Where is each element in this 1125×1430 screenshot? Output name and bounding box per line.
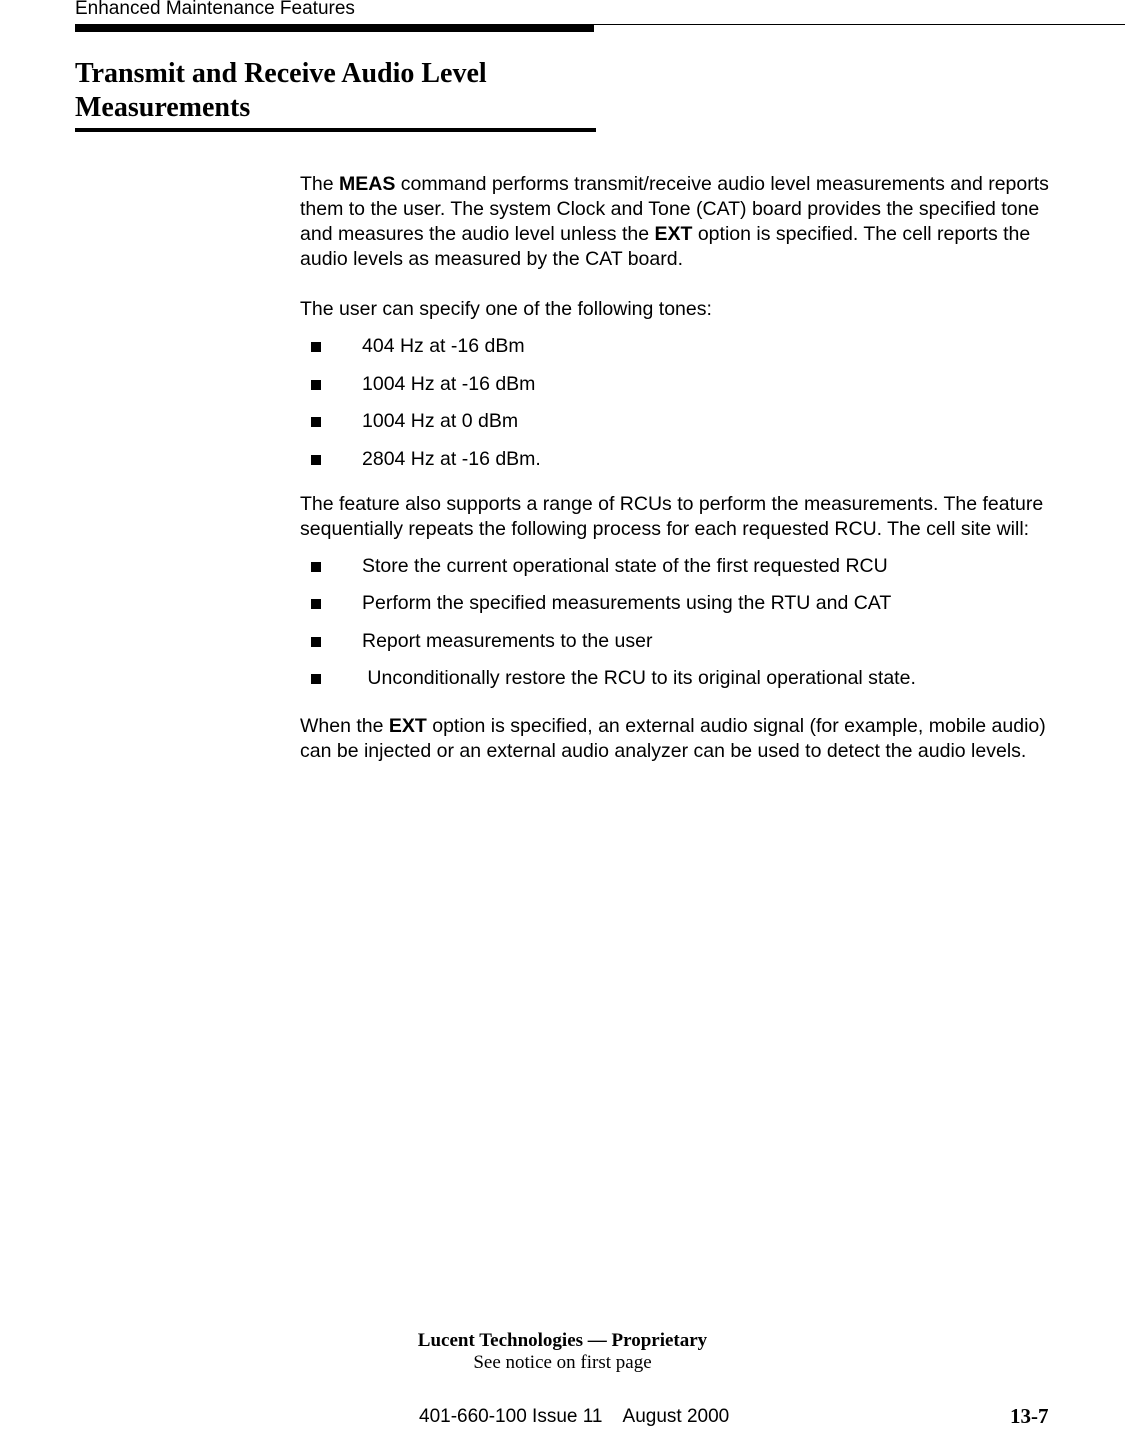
list-item-text: 2804 Hz at -16 dBm.: [362, 447, 541, 470]
list-item: [300, 447, 1060, 472]
bullet-square-icon: [311, 637, 321, 647]
list-item-text: Store the current operational state of the first requested RCU: [362, 554, 888, 577]
bullet-square-icon: [311, 417, 321, 427]
process-steps-list: [300, 554, 1060, 692]
bullet-square-icon: [311, 674, 321, 684]
list-item-text: 1004 Hz at -16 dBm: [362, 372, 536, 395]
footer-company: Lucent Technologies — Proprietary: [417, 1330, 708, 1351]
intro-text-end: option is specified. The cell reports the audio levels as measured by the CAT board.: [300, 223, 1031, 270]
bullet-square-icon: [311, 562, 321, 572]
ext-option: EXT: [654, 223, 693, 245]
bullet-square-icon: [311, 342, 321, 352]
bullet-square-icon: [311, 380, 321, 390]
list-item: [300, 666, 1060, 691]
list-item-text: Unconditionally restore the RCU to its original operational state.: [362, 667, 916, 689]
list-item: [300, 591, 1060, 616]
ext-option: EXT: [388, 715, 427, 737]
ext-text-start: When the: [300, 715, 389, 737]
section-title: Transmit and Receive Audio Level Measurements: [75, 58, 487, 123]
footer-doc-info: 401-660-100 Issue 11 August 2000: [419, 1406, 730, 1427]
body-text: [300, 172, 1060, 764]
intro-text-start: The: [300, 173, 340, 195]
list-item: [300, 554, 1060, 579]
running-header: Enhanced Maintenance Features: [75, 0, 355, 19]
intro-text-middle: command performs transmit/receive audio level measurements and reports them to the user. The system Clock and Tone (CAT) board provides the specified tone and measures the audio level unless the: [300, 173, 1049, 245]
tone-list: [300, 334, 1060, 472]
title-rule: [75, 128, 596, 132]
list-item-text: Perform the specified measurements using the RTU and CAT: [362, 592, 892, 614]
bullet-square-icon: [311, 599, 321, 609]
paragraph-rcu-range: The feature also supports a range of RCUs to perform the measurements. The feature sequentially repeats the following process for each requested RCU. The cell site will:: [300, 492, 1044, 540]
footer-notice: See notice on first page: [473, 1352, 652, 1373]
page-number: 13-7: [1010, 1404, 1049, 1428]
ext-text-end: option is specified, an external audio signal (for example, mobile audio) can be injected or an external audio analyzer can be used to detect the audio levels.: [300, 715, 1046, 762]
list-item: [300, 372, 1060, 397]
paragraph-ext-option: [300, 714, 1060, 764]
paragraph-tones-intro: The user can specify one of the following tones:: [300, 298, 712, 320]
list-item: [300, 409, 1060, 434]
paragraph-intro: [300, 172, 1060, 272]
list-item-text: 404 Hz at -16 dBm: [362, 335, 525, 357]
list-item-text: 1004 Hz at 0 dBm: [362, 410, 519, 432]
meas-command: MEAS: [339, 173, 396, 195]
list-item-text: Report measurements to the user: [362, 629, 653, 652]
bullet-square-icon: [311, 455, 321, 465]
list-item: [300, 334, 1060, 359]
list-item: [300, 629, 1060, 654]
header-bar: [75, 25, 594, 32]
